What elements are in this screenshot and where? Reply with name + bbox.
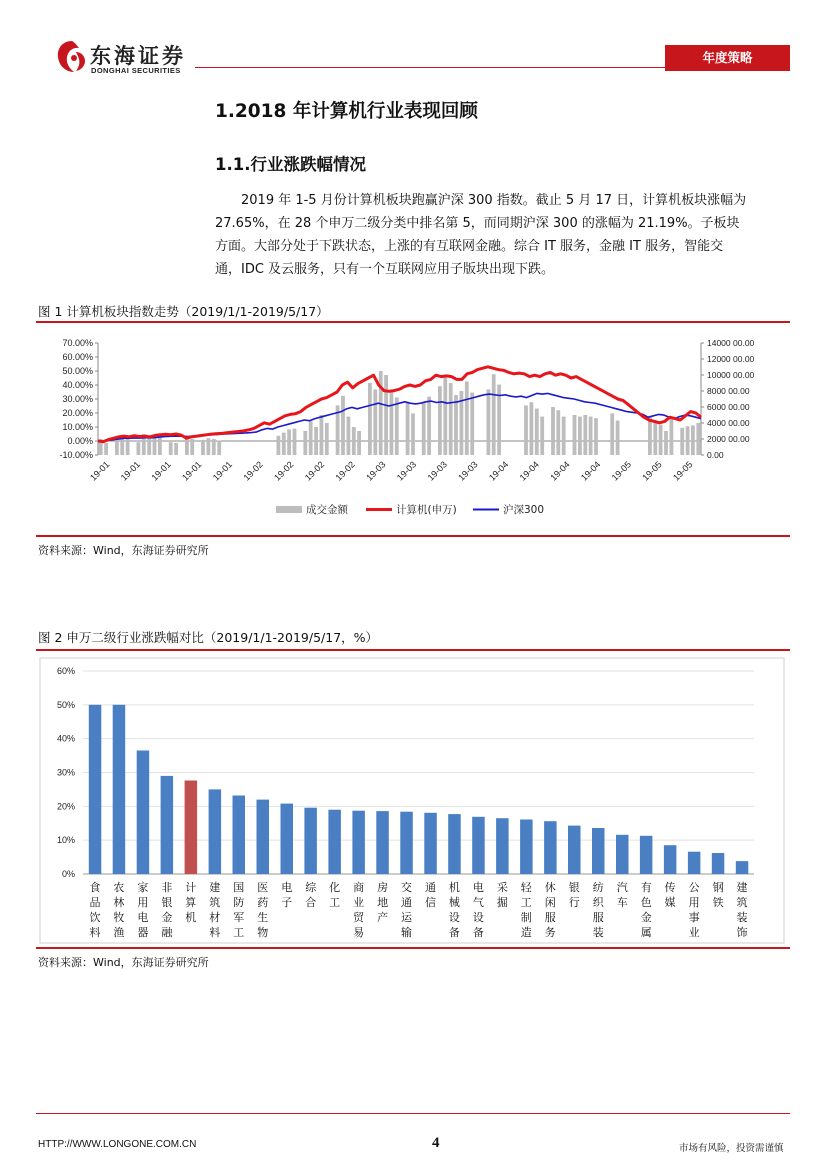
paragraph-line: 通，IDC 及云服务，只有一个互联网应用子版块出现下跌。 [215,262,555,277]
category-label-char: 工 [520,896,532,909]
x-tick-label: 19-04 [486,459,511,483]
volume-bar [352,427,356,455]
volume-bar [190,439,194,455]
volume-bar [578,417,582,455]
volume-bar [406,402,410,455]
volume-bar [438,386,442,455]
footer-disclaimer: 市场有风险，投资需谨慎 [679,1143,784,1154]
bar-电子 [281,804,294,874]
volume-bar [347,417,351,455]
volume-bar [454,395,458,455]
left-tick-label: 40.00% [62,380,93,390]
category-label-char: 材 [209,911,221,924]
category-label-char: 轻 [520,881,532,894]
category-label-char: 合 [305,896,317,909]
category-label-char: 牧 [113,911,125,924]
bar-休闲服务 [544,821,557,874]
report-type-tag: 年度策略 [665,45,790,71]
category-label-char: 传 [664,881,676,894]
legend-label: 成交金额 [306,504,348,516]
volume-bar [449,383,453,455]
header-rule [195,67,665,68]
bar-钢铁 [712,853,725,874]
volume-bar [465,381,469,455]
category-label-char: 服 [592,911,604,924]
x-tick-label: 19-03 [456,459,480,483]
volume-bar [422,403,426,455]
header [0,0,827,80]
category-label-char: 掘 [496,896,508,909]
x-tick-label: 19-04 [579,459,603,483]
category-label-char: 筑 [736,896,748,909]
category-label-char: 算 [185,896,197,909]
category-label-char: 属 [640,926,652,939]
bar-银行 [568,826,581,874]
category-label-char: 料 [89,926,101,939]
volume-bar [293,429,297,455]
category-label-char: 农 [113,881,125,894]
volume-bar [137,442,141,455]
category-label-char: 服 [544,911,556,924]
left-tick-label: 20.00% [62,408,93,418]
figure1-bottom-rule [36,535,790,537]
category-label-char: 输 [401,926,412,939]
category-label-char: 军 [233,911,245,924]
category-label-char: 房 [377,881,389,894]
category-label-char: 银 [568,881,580,894]
figure1-source: 资料来源：Wind，东海证券研究所 [38,544,209,557]
page-number: 4 [432,1135,440,1151]
volume-bar [169,442,173,455]
figure2-source: 资料来源：Wind，东海证券研究所 [38,956,209,969]
volume-bar [390,389,394,455]
category-label-char: 汽 [616,881,628,894]
left-tick-label: 10.00% [62,422,93,432]
volume-bar [147,436,151,455]
y-tick-label: 50% [56,699,75,710]
x-tick-label: 19-04 [517,459,541,483]
category-label-char: 生 [257,911,269,924]
volume-bar [551,407,555,455]
bar-农林牧渔 [113,705,126,874]
volume-bar [212,439,216,455]
category-label-char: 媒 [664,896,676,909]
figure1-top-rule [36,321,790,323]
volume-bar [524,405,528,455]
right-tick-label: 4000 00.00 [707,418,750,428]
category-label-char: 设 [472,911,484,924]
figure2-bottom-rule [36,947,790,949]
volume-bar [153,437,157,455]
category-label-char: 物 [257,926,269,939]
volume-bar [341,396,345,455]
y-tick-label: 30% [56,767,75,778]
bar-国防军工 [233,796,246,875]
volume-bar [616,421,620,455]
brand-name-en: DONGHAI SECURITIES [91,66,181,75]
volume-bar [686,426,690,455]
category-label-char: 易 [353,926,365,939]
volume-bar [670,419,674,455]
category-label-char: 综 [305,881,317,894]
brand-logo-icon [54,38,90,76]
bar-通信 [424,813,437,874]
category-label-char: 业 [353,896,365,909]
category-label-char: 药 [257,896,269,909]
bar-公用事业 [688,852,701,874]
category-label-char: 业 [688,926,700,939]
category-label-char: 金 [161,911,173,924]
figure2-top-rule [36,649,790,651]
category-label-char: 用 [688,896,700,909]
y-tick-label: 20% [56,801,75,812]
footer-url[interactable]: HTTP://WWW.LONGONE.COM.CN [38,1139,197,1150]
category-label-char: 银 [161,896,173,909]
paragraph-line: 方面。大部分处于下跌状态，上涨的有互联网金融。综合 IT 服务，金融 IT 服务，智能交 [215,239,724,254]
volume-bar [368,383,372,455]
legend-label: 计算机(申万) [396,504,457,516]
volume-bar [373,389,377,455]
volume-bar [492,374,496,455]
category-label-char: 造 [520,926,532,939]
category-label-char: 车 [616,896,628,909]
bar-化工 [328,810,341,874]
volume-bar [201,440,205,455]
volume-bar [303,431,307,455]
volume-bar [487,389,491,455]
volume-bar [589,417,593,455]
x-tick-label: 19-01 [210,459,235,483]
paragraph-line: 2019 年 1-5 月份计算机板块跑赢沪深 300 指数。截止 5 月 17 日，计算机板块涨幅为 [241,193,747,208]
x-tick-label: 19-04 [548,459,572,483]
right-tick-label: 6000 00.00 [707,402,750,412]
x-tick-label: 19-05 [640,459,664,483]
volume-bar [573,415,577,455]
volume-bar [309,421,313,455]
y-tick-label: 60% [56,666,75,676]
category-label-char: 工 [233,926,245,939]
x-tick-label: 19-01 [180,459,204,483]
bar-传媒 [664,845,677,874]
category-label-char: 料 [209,926,221,939]
x-tick-label: 19-02 [241,459,265,483]
volume-bar [104,443,108,455]
category-label-char: 化 [329,881,341,894]
subsection-heading: 1.1.行业涨跌幅情况 [215,155,366,174]
left-tick-label: 30.00% [62,394,93,404]
category-label-char: 融 [161,926,173,939]
category-label-char: 装 [736,911,748,924]
category-label-char: 钢 [712,881,724,894]
bar-商业贸易 [352,811,365,874]
bar-机械设备 [448,814,461,874]
brand-name-cn: 东海证券 [90,44,186,68]
category-label-char: 备 [448,926,460,939]
volume-bar [696,423,700,455]
volume-bar [174,443,178,455]
bar-轻工制造 [520,820,533,875]
category-label-char: 机 [448,881,460,894]
category-label-char: 食 [89,881,101,894]
x-tick-label: 19-01 [118,459,143,483]
category-label-char: 通 [401,896,412,909]
category-label-char: 国 [233,881,245,894]
y-tick-label: 40% [56,733,75,744]
category-label-char: 电 [472,881,484,894]
volume-bar [610,413,614,455]
category-label-char: 采 [496,881,508,894]
category-label-char: 建 [209,881,221,894]
category-label-char: 工 [329,896,341,909]
bar-房地产 [376,811,389,874]
category-label-char: 事 [688,911,700,924]
bar-纺织服装 [592,828,605,874]
category-label-char: 产 [377,911,389,924]
footer-rule [36,1113,790,1114]
legend-label: 沪深300 [503,504,545,516]
volume-bar [395,397,399,455]
x-tick-label: 19-02 [272,459,296,483]
x-tick-label: 19-01 [149,459,173,483]
category-label-char: 制 [520,911,532,924]
volume-bar [535,409,539,455]
bar-食品饮料 [89,705,102,874]
volume-bar [384,375,388,455]
section-heading: 1.2018 年计算机行业表现回顾 [215,101,478,122]
category-label-char: 器 [137,926,149,939]
volume-bar [659,425,663,455]
volume-bar [314,427,318,455]
volume-bar [217,441,221,455]
category-label-char: 备 [472,926,484,939]
volume-bar [287,429,291,455]
left-tick-label: 0.00% [67,436,93,446]
x-tick-label: 19-05 [671,459,695,483]
volume-bar [357,431,361,455]
volume-bar [556,410,560,455]
bar-采掘 [496,818,509,874]
paragraph-line: 27.65%，在 28 个申万二级分类中排名第 5，而同期沪深 300 的涨幅为 21.19%。子板块 [215,216,740,231]
bar-电气设备 [472,817,485,874]
category-label-char: 金 [640,911,652,924]
volume-bar [282,433,286,455]
category-label-char: 用 [137,896,149,909]
volume-bar [427,397,431,455]
category-label-char: 计 [185,881,197,894]
category-label-char: 务 [544,926,556,939]
bar-医药生物 [257,800,270,874]
bar-家用电器 [137,751,150,875]
category-label-char: 械 [448,896,460,909]
volume-bar [443,377,447,455]
x-tick-label: 19-02 [333,459,357,483]
category-label-char: 非 [161,881,173,894]
volume-bar [562,417,566,455]
volume-bar [411,413,415,455]
left-tick-label: 60.00% [62,352,93,362]
y-tick-label: 10% [56,835,75,846]
volume-bar [664,431,668,455]
category-label-char: 电 [281,881,293,894]
bar-交通运输 [400,812,413,874]
category-label-char: 通 [425,881,436,894]
category-label-char: 装 [592,926,604,939]
category-label-char: 品 [89,896,101,909]
volume-bar [648,417,652,455]
figure2-title: 图 2 申万二级行业涨跌幅对比（2019/1/1-2019/5/17，%） [38,630,379,645]
bar-非银金融 [161,776,174,874]
right-tick-label: 10000 00.00 [707,370,755,380]
category-label-char: 子 [281,896,293,909]
category-label-char: 筑 [209,896,221,909]
category-label-char: 建 [736,881,748,894]
category-label-char: 机 [185,911,197,924]
category-label-char: 贸 [353,911,365,924]
category-label-char: 有 [640,881,652,894]
category-label-char: 防 [233,896,245,909]
legend-swatch [276,506,302,513]
category-label-char: 休 [544,881,556,894]
volume-bar [653,420,657,455]
x-tick-label: 19-03 [394,459,419,483]
category-label-char: 信 [425,896,436,909]
bar-建筑材料 [209,789,222,874]
right-tick-label: 12000 00.00 [707,354,755,364]
category-label-char: 电 [137,911,149,924]
category-label-char: 林 [113,896,125,909]
category-label-char: 公 [688,881,700,894]
right-tick-label: 8000 00.00 [707,386,750,396]
right-tick-label: 0.00 [707,450,724,460]
left-tick-label: -10.00% [59,450,93,460]
category-label-char: 设 [448,911,460,924]
volume-bar [594,418,598,455]
volume-bar [691,425,695,455]
category-label-char: 闲 [544,896,556,909]
category-label-char: 商 [353,881,365,894]
left-tick-label: 70.00% [62,338,93,348]
volume-bar [680,428,684,455]
category-label-char: 家 [137,881,149,894]
right-tick-label: 2000 00.00 [707,434,750,444]
volume-bar [583,415,587,455]
right-tick-label: 14000 00.00 [707,338,755,348]
bar-有色金属 [640,836,653,874]
category-label-char: 饰 [736,926,748,939]
category-label-char: 地 [377,896,389,909]
category-label-char: 气 [472,896,484,909]
body-paragraph [215,189,783,281]
volume-bar [207,438,211,455]
index-trend-chart [36,325,790,530]
volume-bar [530,402,534,455]
volume-bar [126,439,130,455]
x-tick-label: 19-03 [364,459,388,483]
category-label-char: 医 [257,881,269,894]
category-label-char: 交 [401,881,412,894]
x-tick-label: 19-01 [88,459,112,483]
category-label-char: 织 [592,896,604,909]
category-label-char: 纺 [592,881,604,894]
category-label-char: 色 [640,896,652,909]
left-tick-label: 50.00% [62,366,93,376]
category-label-char: 铁 [712,896,724,909]
category-label-char: 渔 [113,926,125,939]
y-tick-label: 0% [61,869,75,879]
x-tick-label: 19-03 [425,459,449,483]
industry-return-chart [36,656,790,946]
category-label-char: 饮 [89,911,101,924]
volume-bar [325,423,329,455]
volume-bar [540,417,544,455]
volume-bar [320,415,324,455]
bar-建筑装饰 [736,861,749,874]
figure1-title: 图 1 计算机板块指数走势（2019/1/1-2019/5/17） [38,304,329,319]
bar-汽车 [616,835,629,874]
volume-bar [470,393,474,455]
bar-计算机 [185,781,198,875]
category-label-char: 运 [401,911,412,924]
x-tick-label: 19-02 [302,459,327,483]
x-tick-label: 19-05 [609,459,634,483]
bar-综合 [304,808,317,874]
volume-bar [277,436,281,455]
volume-bar [158,435,162,455]
category-label-char: 行 [568,896,580,909]
